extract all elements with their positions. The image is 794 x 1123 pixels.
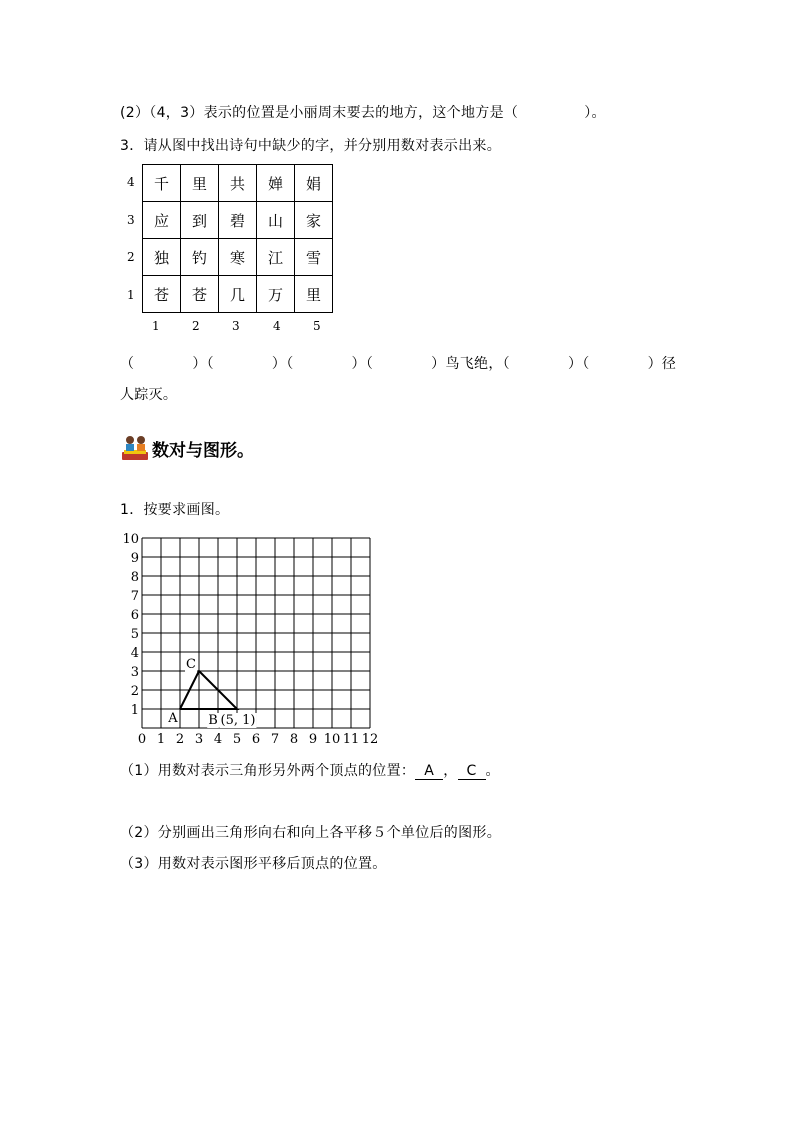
grid-row [143,276,333,313]
grid-cell: 雪 [295,239,333,276]
coordinate-grid [112,530,382,750]
sub-question-3: （3）用数对表示图形平移后顶点的位置。 [120,856,387,872]
x-axis-tick-label: 7 [270,732,280,747]
grid-cell: 应 [143,202,181,239]
point-c-label: C [186,657,196,672]
grid-x-label: 5 [313,319,321,333]
question-2-suffix: ）。 [584,105,606,121]
grid-y-label: 3 [127,213,135,227]
sub-question-1 [120,760,500,780]
poem-paren: ）（ [271,356,294,372]
grid-cell: 苍 [143,276,181,313]
grid-cell: 到 [181,202,219,239]
grid-cell: 寒 [219,239,257,276]
grid-row [143,202,333,239]
character-grid [142,164,333,313]
sub-question-2: （2）分别画出三角形向右和向上各平移５个单位后的图形。 [120,825,502,841]
grid-cell: 江 [257,239,295,276]
grid-x-label: 4 [273,319,281,333]
answer-a-field[interactable]: A [415,763,443,780]
grid-cell: 钓 [181,239,219,276]
x-axis-tick-label: 4 [213,732,223,747]
section-title: 数对与图形。 [152,441,254,461]
y-axis-tick-label: 4 [130,646,139,661]
y-axis-tick-label: 1 [130,703,139,718]
grid-cell: 婵 [257,165,295,202]
y-axis-tick-label: 7 [130,589,139,604]
grid-x-label: 2 [192,319,200,333]
poem-paren: ）（ [567,356,590,372]
grid-cell: 千 [143,165,181,202]
y-axis-tick-label: 6 [130,608,139,623]
x-axis-tick-label: 8 [289,732,299,747]
x-axis-tick-label: 10 [323,732,341,747]
grid-cell: 家 [295,202,333,239]
poem-line-2: 人踪灭。 [120,387,178,403]
x-axis-tick-label: 6 [251,732,261,747]
grid-cell: 万 [257,276,295,313]
question-2-prefix: (2）（4，3）表示的位置是小丽周末要去的地方，这个地方是（ [120,105,519,121]
answer-c-field[interactable]: C [458,763,486,780]
sub-question-1-text: （1）用数对表示三角形另外两个顶点的位置： [120,763,416,779]
point-a-label: A [168,711,178,726]
grid-cell: 娟 [295,165,333,202]
x-axis-tick-label: 0 [137,732,147,747]
grid-y-label: 4 [127,175,135,189]
x-axis-tick-label: 12 [361,732,379,747]
grid-cell: 里 [295,276,333,313]
period: 。 [485,763,500,779]
grid-cell: 几 [219,276,257,313]
y-axis-tick-label: 8 [130,570,139,585]
y-axis-tick-label: 2 [130,684,139,699]
grid-cell: 山 [257,202,295,239]
poem-line-1 [120,353,676,373]
grid-x-label: 1 [152,319,160,333]
y-axis-tick-label: 3 [130,665,139,680]
grid-cell: 碧 [219,202,257,239]
grid-row [143,165,333,202]
grid-cell: 里 [181,165,219,202]
grid-lines [142,538,370,728]
grid-y-label: 2 [127,250,135,264]
y-axis-tick-label: 9 [130,551,139,566]
poem-paren: ）（ [351,356,374,372]
grid-x-label: 3 [232,319,240,333]
reading-kids-icon [120,434,150,462]
question-2-line [120,102,606,122]
grid-cell: 共 [219,165,257,202]
grid-cell: 独 [143,239,181,276]
separator: ， [443,763,458,779]
x-axis-tick-label: 3 [194,732,204,747]
x-axis-tick-label: 11 [342,732,360,747]
y-axis-tick-label: 5 [130,627,139,642]
point-b-label: B [208,713,218,728]
poem-text: ）鸟飞绝，（ [431,356,510,372]
drawing-question-1: 1．按要求画图。 [120,502,230,518]
x-axis-tick-label: 9 [308,732,318,747]
question-3-text: 3．请从图中找出诗句中缺少的字，并分别用数对表示出来。 [120,138,502,154]
x-axis-tick-label: 5 [232,732,242,747]
x-axis-tick-label: 1 [156,732,166,747]
x-axis-tick-label: 2 [175,732,185,747]
y-axis-tick-label: 10 [122,532,139,547]
grid-cell: 苍 [181,276,219,313]
grid-y-label: 1 [127,288,135,302]
point-b-coordinate: (5, 1) [220,713,256,728]
poem-paren: ）（ [192,356,214,372]
grid-row [143,239,333,276]
poem-text: ）径 [647,356,677,372]
poem-paren: （ [120,356,135,372]
